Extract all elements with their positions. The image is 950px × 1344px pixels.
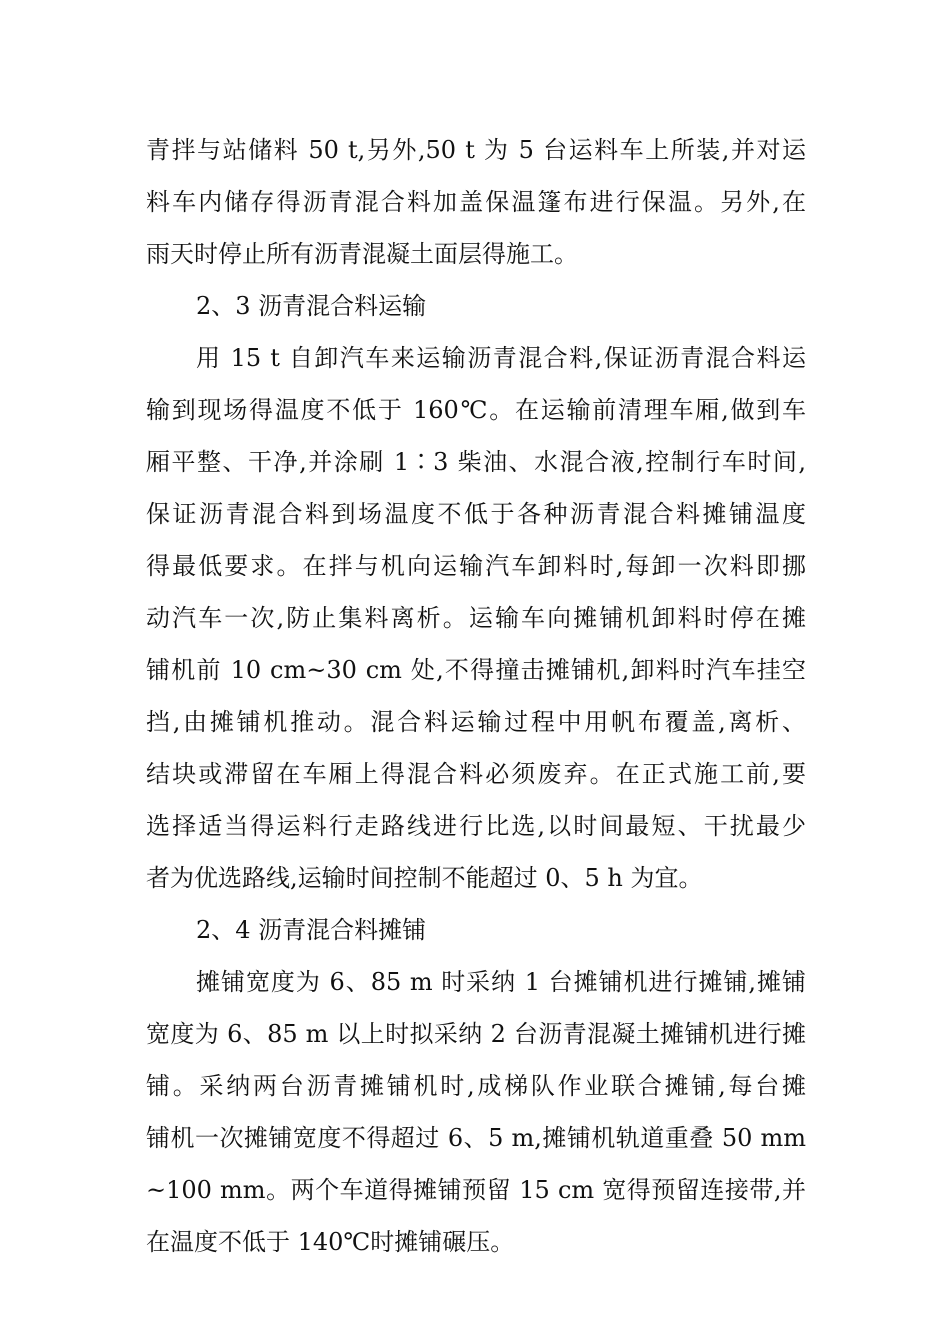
text-line: 铺。采纳两台沥青摊铺机时,成梯队作业联合摊铺,每台摊 (146, 1072, 806, 1100)
text-line: 结块或滞留在车厢上得混合料必须废弃。在正式施工前,要 (146, 760, 806, 788)
text-line: 者为优选路线,运输时间控制不能超过 0、5 h 为宜。 (146, 864, 703, 892)
text-line: 雨天时停止所有沥青混凝土面层得施工。 (146, 240, 578, 268)
text-line: 动汽车一次,防止集料离析。运输车向摊铺机卸料时停在摊 (146, 604, 806, 632)
text-line: 挡,由摊铺机推动。混合料运输过程中用帆布覆盖,离析、 (146, 708, 806, 736)
text-line: 选择适当得运料行走路线进行比选,以时间最短、干扰最少 (146, 812, 806, 840)
text-line: ~100 mm。两个车道得摊铺预留 15 cm 宽得预留连接带,并 (146, 1176, 806, 1204)
text-line: 铺机一次摊铺宽度不得超过 6、5 m,摊铺机轨道重叠 50 mm (146, 1124, 806, 1152)
text-line: 用 15 t 自卸汽车来运输沥青混合料,保证沥青混合料运 (196, 344, 806, 372)
text-line: 摊铺宽度为 6、85 m 时采纳 1 台摊铺机进行摊铺,摊铺 (196, 968, 806, 996)
text-line: 在温度不低于 140℃时摊铺碾压。 (146, 1228, 515, 1256)
text-line: 料车内储存得沥青混合料加盖保温篷布进行保温。另外,在 (146, 188, 806, 216)
section-heading: 2、3 沥青混合料运输 (196, 292, 427, 320)
text-line: 铺机前 10 cm~30 cm 处,不得撞击摊铺机,卸料时汽车挂空 (146, 656, 806, 684)
text-line: 得最低要求。在拌与机向运输汽车卸料时,每卸一次料即挪 (146, 552, 806, 580)
text-line: 保证沥青混合料到场温度不低于各种沥青混合料摊铺温度 (146, 500, 806, 528)
text-line: 厢平整、干净,并涂刷 1∶3 柴油、水混合液,控制行车时间, (146, 448, 806, 476)
section-heading: 2、4 沥青混合料摊铺 (196, 916, 427, 944)
text-line: 宽度为 6、85 m 以上时拟采纳 2 台沥青混凝土摊铺机进行摊 (146, 1020, 806, 1048)
text-line: 青拌与站储料 50 t,另外,50 t 为 5 台运料车上所装,并对运 (146, 136, 806, 164)
text-line: 输到现场得温度不低于 160℃。在运输前清理车厢,做到车 (146, 396, 806, 424)
